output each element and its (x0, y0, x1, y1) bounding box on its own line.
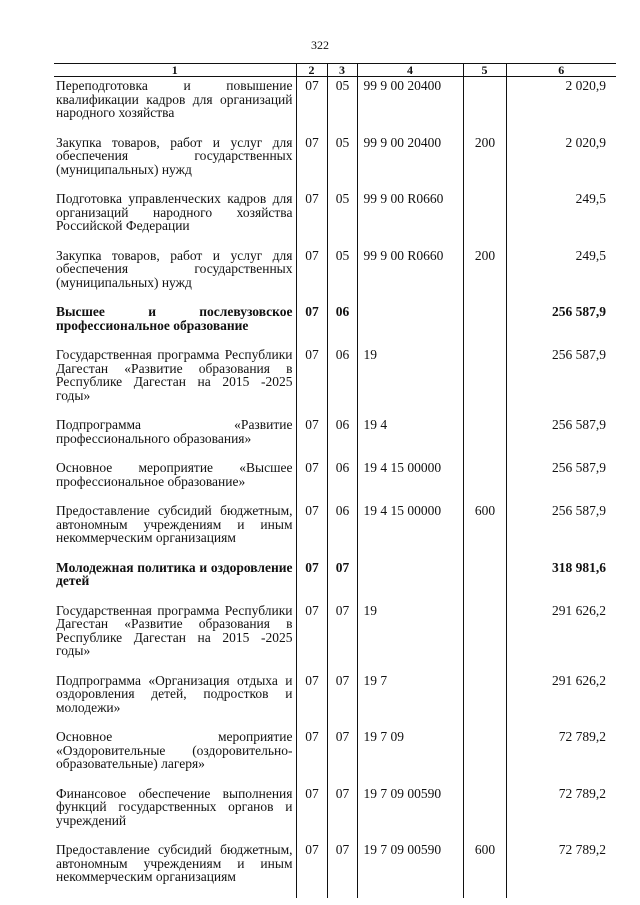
row-name: Подпрограмма «Организация отдыха и оздоровления детей, подростков и молодежи» (56, 672, 293, 715)
row-section: 07 (296, 301, 327, 344)
row-target-article: 19 7 09 (357, 726, 463, 783)
row-name: Подпрограмма «Развитие профессионального образования» (56, 417, 293, 446)
row-expense-type: 600 (463, 839, 506, 898)
row-expense-type (463, 77, 506, 132)
page-number: 322 (311, 38, 329, 52)
row-expense-type: 200 (463, 245, 506, 302)
row-amount: 291 626,2 (506, 600, 616, 670)
row-subsection: 06 (327, 301, 357, 344)
table-header-row (54, 64, 616, 77)
row-subsection: 06 (327, 457, 357, 500)
row-target-article: 19 4 (357, 414, 463, 457)
table-row (54, 245, 616, 302)
row-amount: 2 020,9 (506, 77, 616, 132)
row-target-article: 19 7 09 00590 (357, 839, 463, 898)
row-name: Государственная программа Республики Дагестан «Развитие образования в Республике Дагестан на 2015 -2025 годы» (56, 602, 293, 658)
row-amount: 256 587,9 (506, 500, 616, 557)
row-amount: 291 626,2 (506, 670, 616, 727)
table-row (54, 726, 616, 783)
row-target-article: 19 4 15 00000 (357, 457, 463, 500)
column-header-subsection: 3 (327, 64, 357, 77)
row-name: Государственная программа Республики Дагестан «Развитие образования в Республике Дагестан на 2015 -2025 годы» (56, 347, 293, 403)
row-amount: 249,5 (506, 188, 616, 245)
row-amount: 256 587,9 (506, 414, 616, 457)
row-expense-type (463, 457, 506, 500)
row-name: Закупка товаров, работ и услуг для обеспечения государственных (муниципальных) нужд (56, 134, 293, 177)
row-section: 07 (296, 245, 327, 302)
row-target-article: 99 9 00 20400 (357, 132, 463, 189)
row-section: 07 (296, 670, 327, 727)
row-target-article: 99 9 00 R0660 (357, 245, 463, 302)
row-target-article: 99 9 00 20400 (357, 77, 463, 132)
row-name: Переподготовка и повышение квалификации кадров для организаций народного хозяйства (56, 78, 293, 120)
row-name: Основное мероприятие «Оздоровительные (оздоровительно-образовательные) лагеря» (56, 729, 293, 771)
row-name: Высшее и послевузовское профессиональное образование (56, 304, 293, 333)
row-name: Закупка товаров, работ и услуг для обеспечения государственных (муниципальных) нужд (56, 247, 293, 290)
table-row (54, 77, 616, 132)
row-name: Предоставление субсидий бюджетным, автономным учреждениям и иным некоммерческим организациям (56, 842, 293, 884)
row-subsection: 05 (327, 245, 357, 302)
row-section: 07 (296, 726, 327, 783)
row-expense-type: 200 (463, 132, 506, 189)
row-target-article: 99 9 00 R0660 (357, 188, 463, 245)
table-row (54, 344, 616, 414)
row-amount: 256 587,9 (506, 457, 616, 500)
column-header-expense-type: 5 (463, 64, 506, 77)
row-amount: 72 789,2 (506, 783, 616, 840)
row-expense-type (463, 344, 506, 414)
row-subsection: 07 (327, 670, 357, 727)
row-subsection: 07 (327, 557, 357, 600)
row-section: 07 (296, 414, 327, 457)
table-row (54, 500, 616, 557)
row-expense-type (463, 414, 506, 457)
row-section: 07 (296, 457, 327, 500)
table-row (54, 557, 616, 600)
row-expense-type: 600 (463, 500, 506, 557)
table-row (54, 839, 616, 898)
row-section: 07 (296, 839, 327, 898)
row-name: Основное мероприятие «Высшее профессиональное образование» (56, 460, 293, 489)
row-expense-type (463, 600, 506, 670)
budget-table (54, 63, 616, 898)
column-header-target-article: 4 (357, 64, 463, 77)
table-row (54, 301, 616, 344)
row-subsection: 05 (327, 77, 357, 132)
row-name: Предоставление субсидий бюджетным, автономным учреждениям и иным некоммерческим организациям (56, 503, 293, 545)
row-amount: 2 020,9 (506, 132, 616, 189)
row-expense-type (463, 726, 506, 783)
row-section: 07 (296, 557, 327, 600)
row-amount: 256 587,9 (506, 301, 616, 344)
table-row (54, 457, 616, 500)
row-amount: 318 981,6 (506, 557, 616, 600)
row-expense-type (463, 670, 506, 727)
row-amount: 249,5 (506, 245, 616, 302)
column-header-name: 1 (54, 64, 296, 77)
row-target-article (357, 301, 463, 344)
row-amount: 72 789,2 (506, 726, 616, 783)
row-section: 07 (296, 600, 327, 670)
row-name: Подготовка управленческих кадров для организаций народного хозяйства Российской Федерации (56, 191, 293, 233)
row-name: Молодежная политика и оздоровление детей (56, 559, 293, 588)
row-section: 07 (296, 132, 327, 189)
table-row (54, 414, 616, 457)
row-expense-type (463, 783, 506, 840)
row-section: 07 (296, 188, 327, 245)
column-header-section: 2 (296, 64, 327, 77)
row-target-article: 19 7 (357, 670, 463, 727)
table-row (54, 670, 616, 727)
row-amount: 256 587,9 (506, 344, 616, 414)
row-target-article: 19 4 15 00000 (357, 500, 463, 557)
row-section: 07 (296, 500, 327, 557)
row-expense-type (463, 301, 506, 344)
row-target-article (357, 557, 463, 600)
row-expense-type (463, 557, 506, 600)
table-row (54, 188, 616, 245)
table-row (54, 132, 616, 189)
column-header-amount: 6 (506, 64, 616, 77)
row-subsection: 07 (327, 783, 357, 840)
row-target-article: 19 (357, 600, 463, 670)
row-target-article: 19 7 09 00590 (357, 783, 463, 840)
row-subsection: 05 (327, 132, 357, 189)
row-section: 07 (296, 783, 327, 840)
row-subsection: 05 (327, 188, 357, 245)
row-expense-type (463, 188, 506, 245)
row-subsection: 07 (327, 839, 357, 898)
row-name: Финансовое обеспечение выполнения функций государственных органов и учреждений (56, 785, 293, 828)
row-section: 07 (296, 77, 327, 132)
row-amount: 72 789,2 (506, 839, 616, 898)
table-row (54, 783, 616, 840)
row-section: 07 (296, 344, 327, 414)
row-subsection: 06 (327, 414, 357, 457)
row-subsection: 07 (327, 726, 357, 783)
table-row (54, 600, 616, 670)
row-subsection: 06 (327, 500, 357, 557)
row-subsection: 07 (327, 600, 357, 670)
row-subsection: 06 (327, 344, 357, 414)
row-target-article: 19 (357, 344, 463, 414)
